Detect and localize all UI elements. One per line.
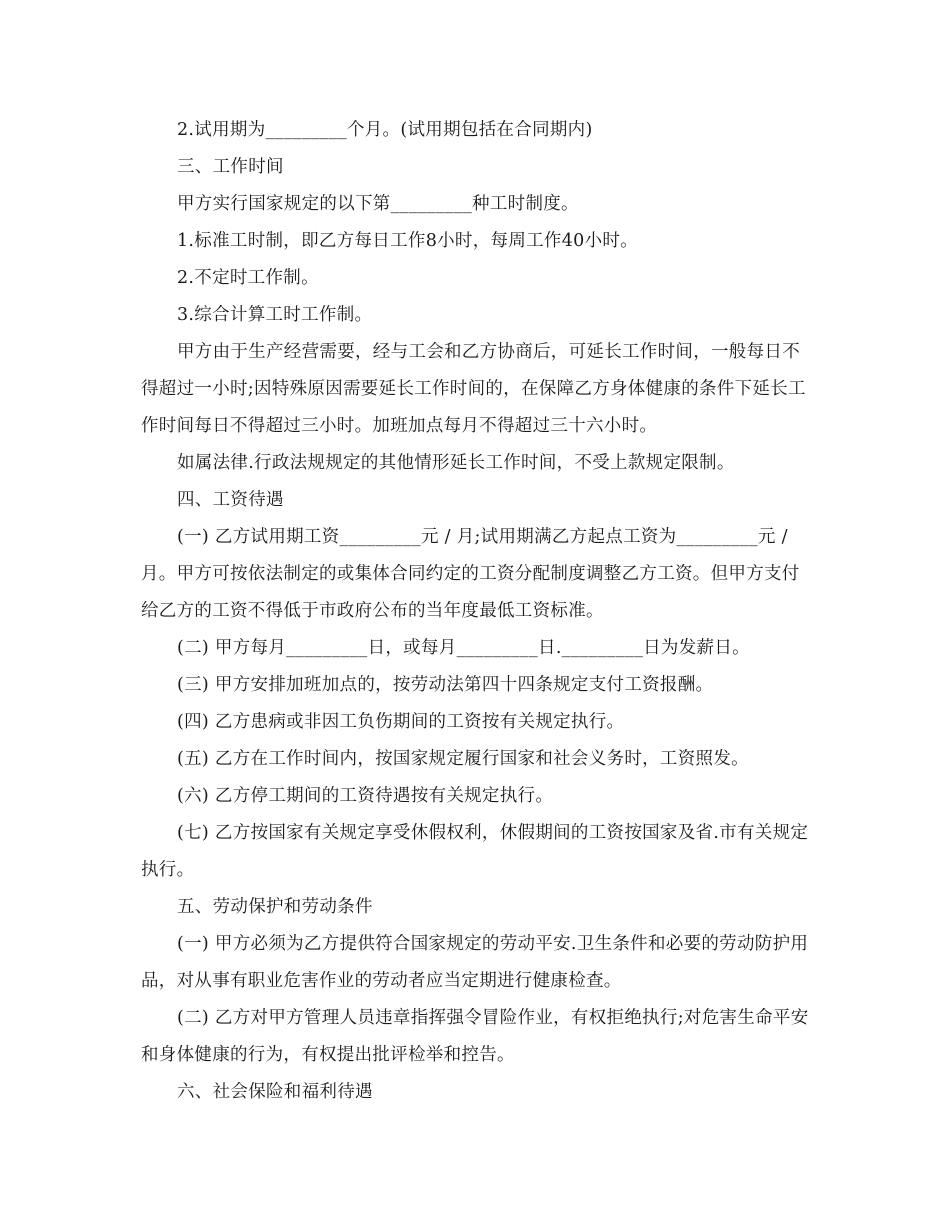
heading-social-insurance: 六、社会保险和福利待遇 [177, 1082, 373, 1102]
document-body [141, 112, 813, 1111]
heading-labor-protection: 五、劳动保护和劳动条件 [177, 897, 373, 917]
paragraph-wage-6: (六) 乙方停工期间的工资待遇按有关规定执行。 [177, 786, 554, 806]
paragraph-wage-1: (一) 乙方试用期工资_________元 / 月;试用期满乙方起点工资为_________元 / 月。甲方可按依法制定的或集体合同约定的工资分配制度调整乙方工资。但甲方支付给乙方的工资不得低于市政府公布的当年度最低工资标准。 [141, 527, 800, 621]
paragraph-wage-2: (二) 甲方每月_________日，或每月_________日._________日为发薪日。 [177, 638, 750, 658]
paragraph-protection-2: (二) 乙方对甲方管理人员违章指挥强令冒险作业，有权拒绝执行;对危害生命平安和身体健康的行为，有权提出批评检举和控告。 [141, 1008, 809, 1065]
paragraph-probation-period: 2.试用期为_________个月。(试用期包括在合同期内) [177, 120, 593, 140]
paragraph-wage-5: (五) 乙方在工作时间内，按国家规定履行国家和社会义务时，工资照发。 [177, 749, 749, 769]
paragraph-standard-hours: 1.标准工时制，即乙方每日工作8小时，每周工作40小时。 [177, 231, 638, 251]
paragraph-comprehensive-hours: 3.综合计算工时工作制。 [177, 305, 373, 325]
paragraph-overtime-limits: 甲方由于生产经营需要，经与工会和乙方协商后，可延长工作时间，一般每日不得超过一小时;因特殊原因需要延长工作时间的，在保障乙方身体健康的条件下延长工作时间每日不得超过三小时。加班加点每月不得超过三十六小时。 [141, 342, 806, 436]
paragraph-flexible-hours: 2.不定时工作制。 [177, 268, 319, 288]
paragraph-wage-3: (三) 甲方安排加班加点的，按劳动法第四十四条规定支付工资报酬。 [177, 675, 714, 695]
paragraph-legal-exceptions: 如属法律.行政法规规定的其他情形延长工作时间，不受上款规定限制。 [177, 453, 735, 473]
paragraph-wage-7: (七) 乙方按国家有关规定享受休假权利，休假期间的工资按国家及省.市有关规定执行。 [141, 823, 809, 880]
heading-wages: 四、工资待遇 [177, 490, 284, 510]
paragraph-wage-4: (四) 乙方患病或非因工负伤期间的工资按有关规定执行。 [177, 712, 625, 732]
heading-working-hours: 三、工作时间 [177, 157, 284, 177]
paragraph-hour-system: 甲方实行国家规定的以下第_________种工时制度。 [177, 194, 579, 214]
paragraph-protection-1: (一) 甲方必须为乙方提供符合国家规定的劳动平安.卫生条件和必要的劳动防护用品，对从事有职业危害作业的劳动者应当定期进行健康检查。 [141, 934, 809, 991]
